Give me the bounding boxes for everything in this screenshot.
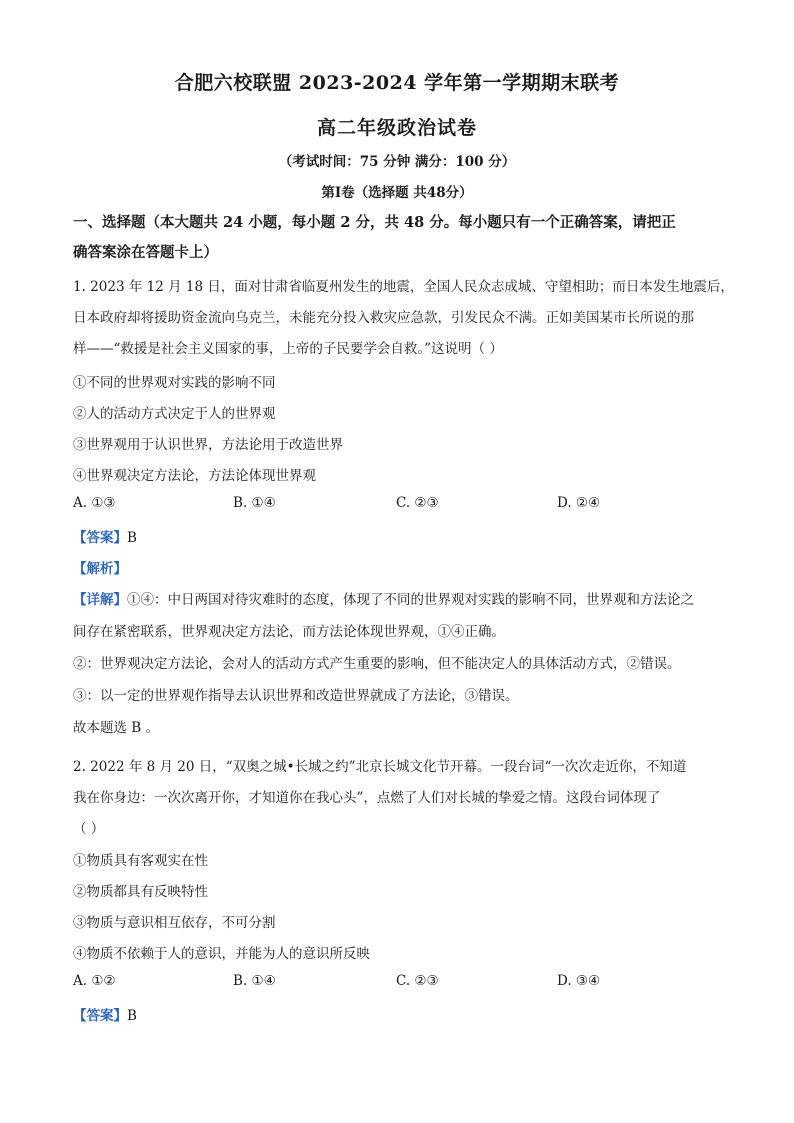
q2-item: ④物质不依赖于人的意识，并能为人的意识所反映 [73,946,370,962]
q1-detail-line [73,588,694,608]
q2-option-d: D. ③④ [557,973,601,989]
q2-item: ①物质具有客观实在性 [73,853,208,869]
analysis-label: 【解析】 [73,561,127,577]
q1-detail-line: ②：世界观决定方法论，会对人的活动方式产生重要的影响，但不能决定人的具体活动方式，②错误。 [73,656,681,672]
answer-value: B [127,1008,137,1024]
q1-item: ②人的活动方式决定于人的世界观 [73,406,276,422]
q1-detail-line: 故本题选 B 。 [73,720,160,736]
exam-subtitle: 高二年级政治试卷 [316,117,477,139]
q1-detail-line: 间存在紧密联系，世界观决定方法论，而方法论体现世界观，①④正确。 [73,624,505,640]
detail-label: 【详解】 [73,592,127,608]
q1-option-c: C. ②③ [396,495,439,511]
q1-option-d: D. ②④ [557,495,601,511]
q2-option-a: A. ①② [73,973,116,989]
answer-label: 【答案】 [73,530,127,546]
q2-answer [73,1004,137,1024]
q1-stem-line: 样——“救援是社会主义国家的事，上帝的子民要学会自救。”这说明（ ） [73,341,503,357]
section-heading [73,208,733,268]
section-heading-line: 一、选择题（本大题共 24 小题，每小题 2 分，共 48 分。每小题只有一个正确答案，请把正 [73,214,676,231]
answer-value: B [127,530,137,546]
q1-detail-line: ③：以一定的世界观作指导去认识世界和改造世界就成了方法论，③错误。 [73,688,519,704]
volume-heading: 第Ⅰ卷（选择题 共48分） [321,185,473,201]
q1-stem-line: 日本政府却将援助资金流向乌克兰，未能充分投入救灾应急款，引发民众不满。正如美国某市长所说的那 [73,310,694,326]
exam-title: 合肥六校联盟 2023-2024 学年第一学期期末联考 [174,72,620,94]
q2-stem-line: （ ） [73,821,105,837]
q2-item: ③物质与意识相互依存，不可分割 [73,915,276,931]
section-heading-line: 确答案涂在答题卡上） [73,244,218,261]
q1-item: ③世界观用于认识世界，方法论用于改造世界 [73,437,343,453]
q1-item: ④世界观决定方法论，方法论体现世界观 [73,468,316,484]
q1-item: ①不同的世界观对实践的影响不同 [73,375,276,391]
exam-info: （考试时间：75 分钟 满分：100 分） [278,154,516,170]
q2-option-b: B. ①④ [233,973,276,989]
detail-text: ①④：中日两国对待灾难时的态度，体现了不同的世界观对实践的影响不同，世界观和方法论之 [127,592,694,608]
q1-analysis [73,557,127,577]
q2-stem-line: 2. 2022 年 8 月 20 日，“双奥之城•长城之约”北京长城文化节开幕。一段台词“一次次走近你，不知道 [73,759,687,775]
q1-option-a: A. ①③ [73,495,116,511]
q1-stem-line: 1. 2023 年 12 月 18 日，面对甘肃省临夏州发生的地震，全国人民众志成城、守望相助；而日本发生地震后， [73,279,734,295]
q2-option-c: C. ②③ [396,973,439,989]
q1-answer [73,526,137,546]
q2-stem-line: 我在你身边：一次次离开你，才知道你在我心头”，点燃了人们对长城的挚爱之情。这段台词体现了 [73,790,661,806]
q1-option-b: B. ①④ [233,495,276,511]
q2-item: ②物质都具有反映特性 [73,884,208,900]
answer-label: 【答案】 [73,1008,127,1024]
